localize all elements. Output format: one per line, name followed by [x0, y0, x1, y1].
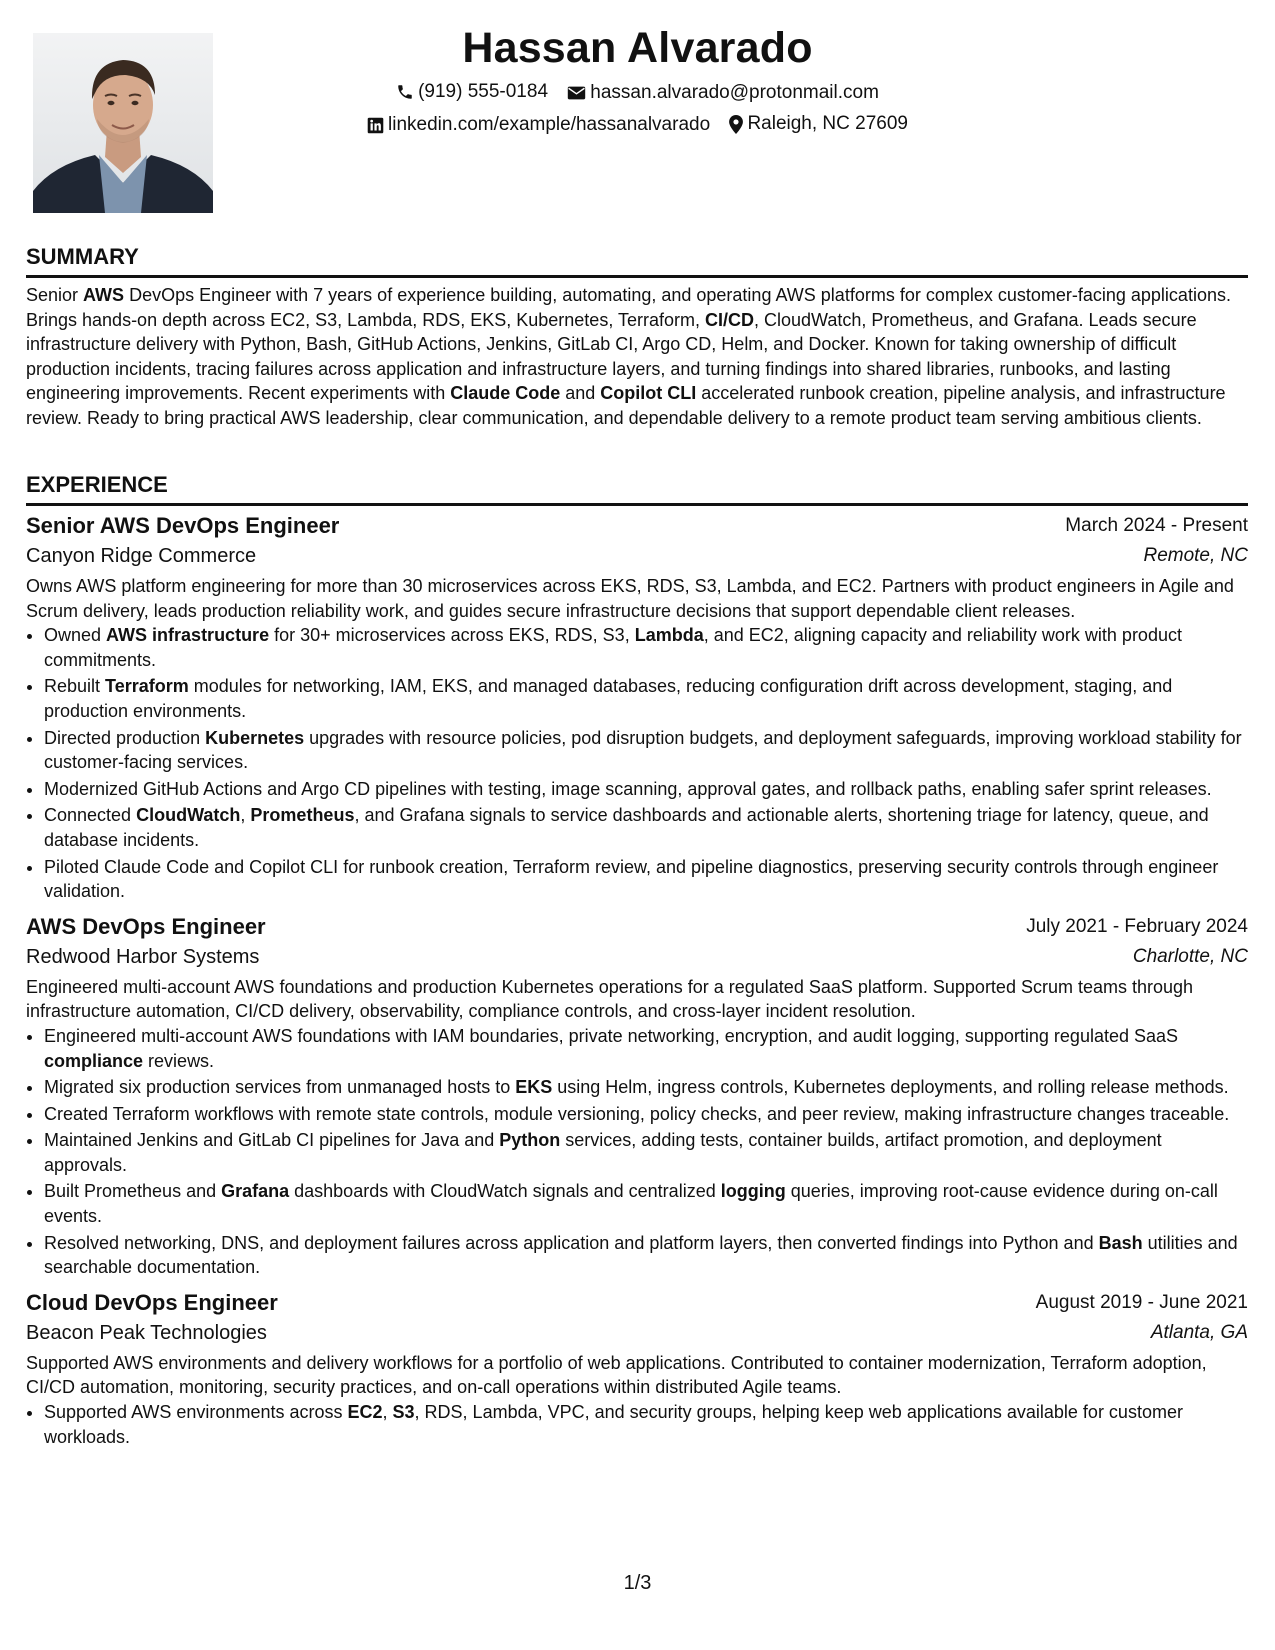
experience-entry — [26, 511, 1248, 904]
linkedin-contact[interactable] — [367, 112, 710, 138]
text-run: services, adding tests, container builds, artifact promotion, and deployment approvals. — [44, 1130, 1162, 1175]
bold-keyword: logging — [720, 1181, 786, 1202]
text-run: Supported AWS environments across — [44, 1402, 348, 1423]
envelope-icon — [567, 85, 586, 101]
page-number: 1/3 — [623, 1572, 652, 1594]
text-run: , and EC2, aligning capacity and reliability work with product commitments. — [44, 625, 1182, 670]
bold-keyword: Copilot CLI — [600, 383, 697, 404]
bold-keyword: Terraform — [105, 676, 189, 697]
text-run: Engineered multi-account AWS foundations with IAM boundaries, private networking, encryption, and audit logging, supporting regulated SaaS — [44, 1025, 1179, 1046]
job-company-row — [26, 942, 1248, 972]
text-run: Built Prometheus and — [44, 1181, 222, 1202]
job-bullets — [26, 1024, 1248, 1280]
phone-text: (919) 555-0184 — [418, 81, 549, 102]
text-run: DevOps Engineer with 7 years of experience building, automating, and operating AWS platforms for complex customer-facing applications. Brings hands-on depth across EC2, S3, Lambda, RDS, EKS, Kubernetes, Terraform, — [26, 285, 1231, 330]
job-dates: August 2019 - June 2021 — [1035, 1291, 1248, 1313]
text-run: Created Terraform workflows with remote state controls, module versioning, policy checks, and peer review, making infrastructure changes traceable. — [44, 1103, 1230, 1124]
text-run: Modernized GitHub Actions and Argo CD pipelines with testing, image scanning, approval gates, and rollback paths, enabling safer sprint releases. — [44, 778, 1212, 799]
job-bullet — [44, 1231, 1248, 1280]
text-run: Maintained Jenkins and GitLab CI pipelines for Java and — [44, 1130, 500, 1151]
bold-keyword: CI/CD — [705, 309, 755, 330]
email-contact[interactable] — [567, 80, 879, 106]
text-run: Directed production — [44, 727, 206, 748]
experience-entry — [26, 1288, 1248, 1449]
text-run: , and Grafana signals to service dashboards and actionable alerts, shortening triage for latency, queue, and database incidents. — [44, 805, 1209, 850]
summary-section — [26, 243, 1248, 431]
location-text: Raleigh, NC 27609 — [747, 113, 908, 134]
job-dates: March 2024 - Present — [1065, 515, 1248, 536]
text-run: Connected — [44, 805, 137, 826]
job-description: Supported AWS environments and delivery workflows for a portfolio of web applications. Contributed to container modernization, Terraform adoption, CI/CD automation, monitoring, security practices, and on-call operations within distributed Agile teams. — [26, 1352, 1207, 1398]
contact-row-2 — [0, 111, 1275, 142]
job-bullets — [26, 623, 1248, 904]
email-text: hassan.alvarado@protonmail.com — [590, 82, 879, 103]
job-company: Canyon Ridge Commerce — [26, 545, 257, 567]
job-bullet — [44, 855, 1248, 904]
text-run: , CloudWatch, Prometheus, and Grafana. Leads secure infrastructure delivery with Python, Bash, GitHub Actions, Jenkins, GitLab CI, Argo CD, Helm, and Docker. Known for taking ownership of difficult production incidents, tracing failures across application and infrastructure layers, and turning findings into shared libraries, runbooks, and lasting engineering improvements. Recent experiments with — [26, 309, 1197, 404]
linkedin-icon — [367, 117, 384, 134]
bold-keyword: compliance — [44, 1050, 144, 1071]
job-title: Cloud DevOps Engineer — [26, 1289, 278, 1315]
bold-keyword: Kubernetes — [205, 727, 305, 748]
section-title-experience: EXPERIENCE — [26, 472, 168, 497]
bold-keyword: Python — [499, 1130, 561, 1151]
text-run: dashboards with CloudWatch signals and centralized — [289, 1181, 721, 1202]
text-run: and — [560, 383, 601, 404]
text-run: , — [240, 805, 251, 826]
text-run: utilities and searchable documentation. — [44, 1232, 1238, 1278]
job-title: Senior AWS DevOps Engineer — [26, 513, 340, 538]
bold-keyword: EC2 — [347, 1402, 383, 1423]
job-company: Beacon Peak Technologies — [26, 1321, 267, 1344]
job-bullet — [44, 1102, 1248, 1127]
job-company-row — [26, 541, 1248, 571]
section-divider — [26, 275, 1248, 278]
text-run: accelerated runbook creation, pipeline analysis, and infrastructure review. Ready to bring practical AWS leadership, clear communication, and dependable delivery to a remote product team serving ambitious clients. — [26, 383, 1226, 428]
bold-keyword: Grafana — [221, 1181, 290, 1202]
text-run: queries, improving root-cause evidence during on-call events. — [44, 1181, 1218, 1227]
experience-entry — [26, 912, 1248, 1280]
job-dates: July 2021 - February 2024 — [1026, 915, 1248, 937]
text-run: using Helm, ingress controls, Kubernetes deployments, and rolling release methods. — [552, 1077, 1229, 1098]
text-run: Owned — [44, 625, 107, 646]
candidate-name: Hassan Alvarado — [462, 24, 813, 72]
text-run: modules for networking, IAM, EKS, and managed databases, reducing configuration drift across development, staging, and production environments. — [44, 676, 1173, 721]
bold-keyword: Claude Code — [450, 383, 561, 404]
job-bullet — [44, 777, 1248, 802]
linkedin-text: linkedin.com/example/hassanalvarado — [388, 114, 711, 135]
text-run: upgrades with resource policies, pod disruption budgets, and deployment safeguards, improving workload stability for customer-facing services. — [44, 727, 1242, 773]
text-run: Migrated six production services from unmanaged hosts to — [44, 1077, 516, 1098]
section-title-summary: SUMMARY — [26, 244, 139, 269]
job-company: Redwood Harbor Systems — [26, 945, 260, 968]
text-run: Senior — [26, 285, 84, 305]
job-location: Remote, NC — [1143, 545, 1248, 566]
job-company-row — [26, 1318, 1248, 1348]
job-bullet — [44, 1075, 1248, 1100]
text-run: , RDS, Lambda, VPC, and security groups, helping keep web applications available for customer workloads. — [44, 1402, 1183, 1447]
bold-keyword: Lambda — [634, 625, 704, 646]
summary-paragraph — [26, 283, 1248, 431]
bold-keyword: AWS — [83, 285, 125, 305]
bold-keyword: Bash — [1098, 1232, 1143, 1253]
experience-section — [26, 471, 1248, 1451]
experience-list — [26, 511, 1248, 1449]
text-run: Rebuilt — [44, 676, 106, 697]
location-contact — [729, 111, 908, 137]
bold-keyword: AWS infrastructure — [106, 625, 270, 646]
bold-keyword: S3 — [392, 1402, 415, 1423]
contact-row-1 — [0, 79, 1275, 109]
job-bullet — [44, 623, 1248, 672]
text-run: Resolved networking, DNS, and deployment failures across application and platform layers, then converted findings into Python and — [44, 1232, 1099, 1253]
job-title-row — [26, 511, 1248, 541]
text-run: Piloted Claude Code and Copilot CLI for runbook creation, Terraform review, and pipeline diagnostics, preserving security controls through engineer validation. — [44, 856, 1219, 902]
bold-keyword: Prometheus — [250, 805, 355, 826]
map-pin-icon — [729, 115, 743, 134]
bold-keyword: EKS — [515, 1077, 553, 1098]
job-bullet — [44, 1024, 1248, 1073]
text-run: , — [382, 1402, 393, 1423]
job-bullet — [44, 803, 1248, 852]
bold-keyword: CloudWatch — [136, 805, 241, 826]
text-run: for 30+ microservices across EKS, RDS, S3, — [269, 625, 635, 646]
job-bullet — [44, 1400, 1248, 1449]
job-location: Atlanta, GA — [1150, 1321, 1248, 1343]
job-title-row — [26, 1288, 1248, 1318]
text-run: reviews. — [143, 1050, 215, 1071]
job-title-row — [26, 912, 1248, 942]
job-bullet — [44, 1179, 1248, 1228]
job-location: Charlotte, NC — [1132, 945, 1248, 967]
phone-icon — [396, 83, 414, 101]
job-title: AWS DevOps Engineer — [26, 913, 266, 939]
section-divider — [26, 503, 1248, 506]
phone-contact[interactable] — [396, 79, 548, 105]
job-bullet — [44, 726, 1248, 775]
job-bullet — [44, 1128, 1248, 1177]
job-bullet — [44, 674, 1248, 723]
job-description: Owns AWS platform engineering for more than 30 microservices across EKS, RDS, S3, Lambda, and EC2. Partners with product engineers in Agile and Scrum delivery, leads production reliability work, and guides secure infrastructure decisions that support dependable client releases. — [26, 576, 1234, 621]
job-description: Engineered multi-account AWS foundations and production Kubernetes operations for a regulated SaaS platform. Supported Scrum teams through infrastructure automation, CI/CD delivery, observability, compliance controls, and cross-layer incident resolution. — [26, 976, 1194, 1022]
job-bullets — [26, 1400, 1248, 1449]
